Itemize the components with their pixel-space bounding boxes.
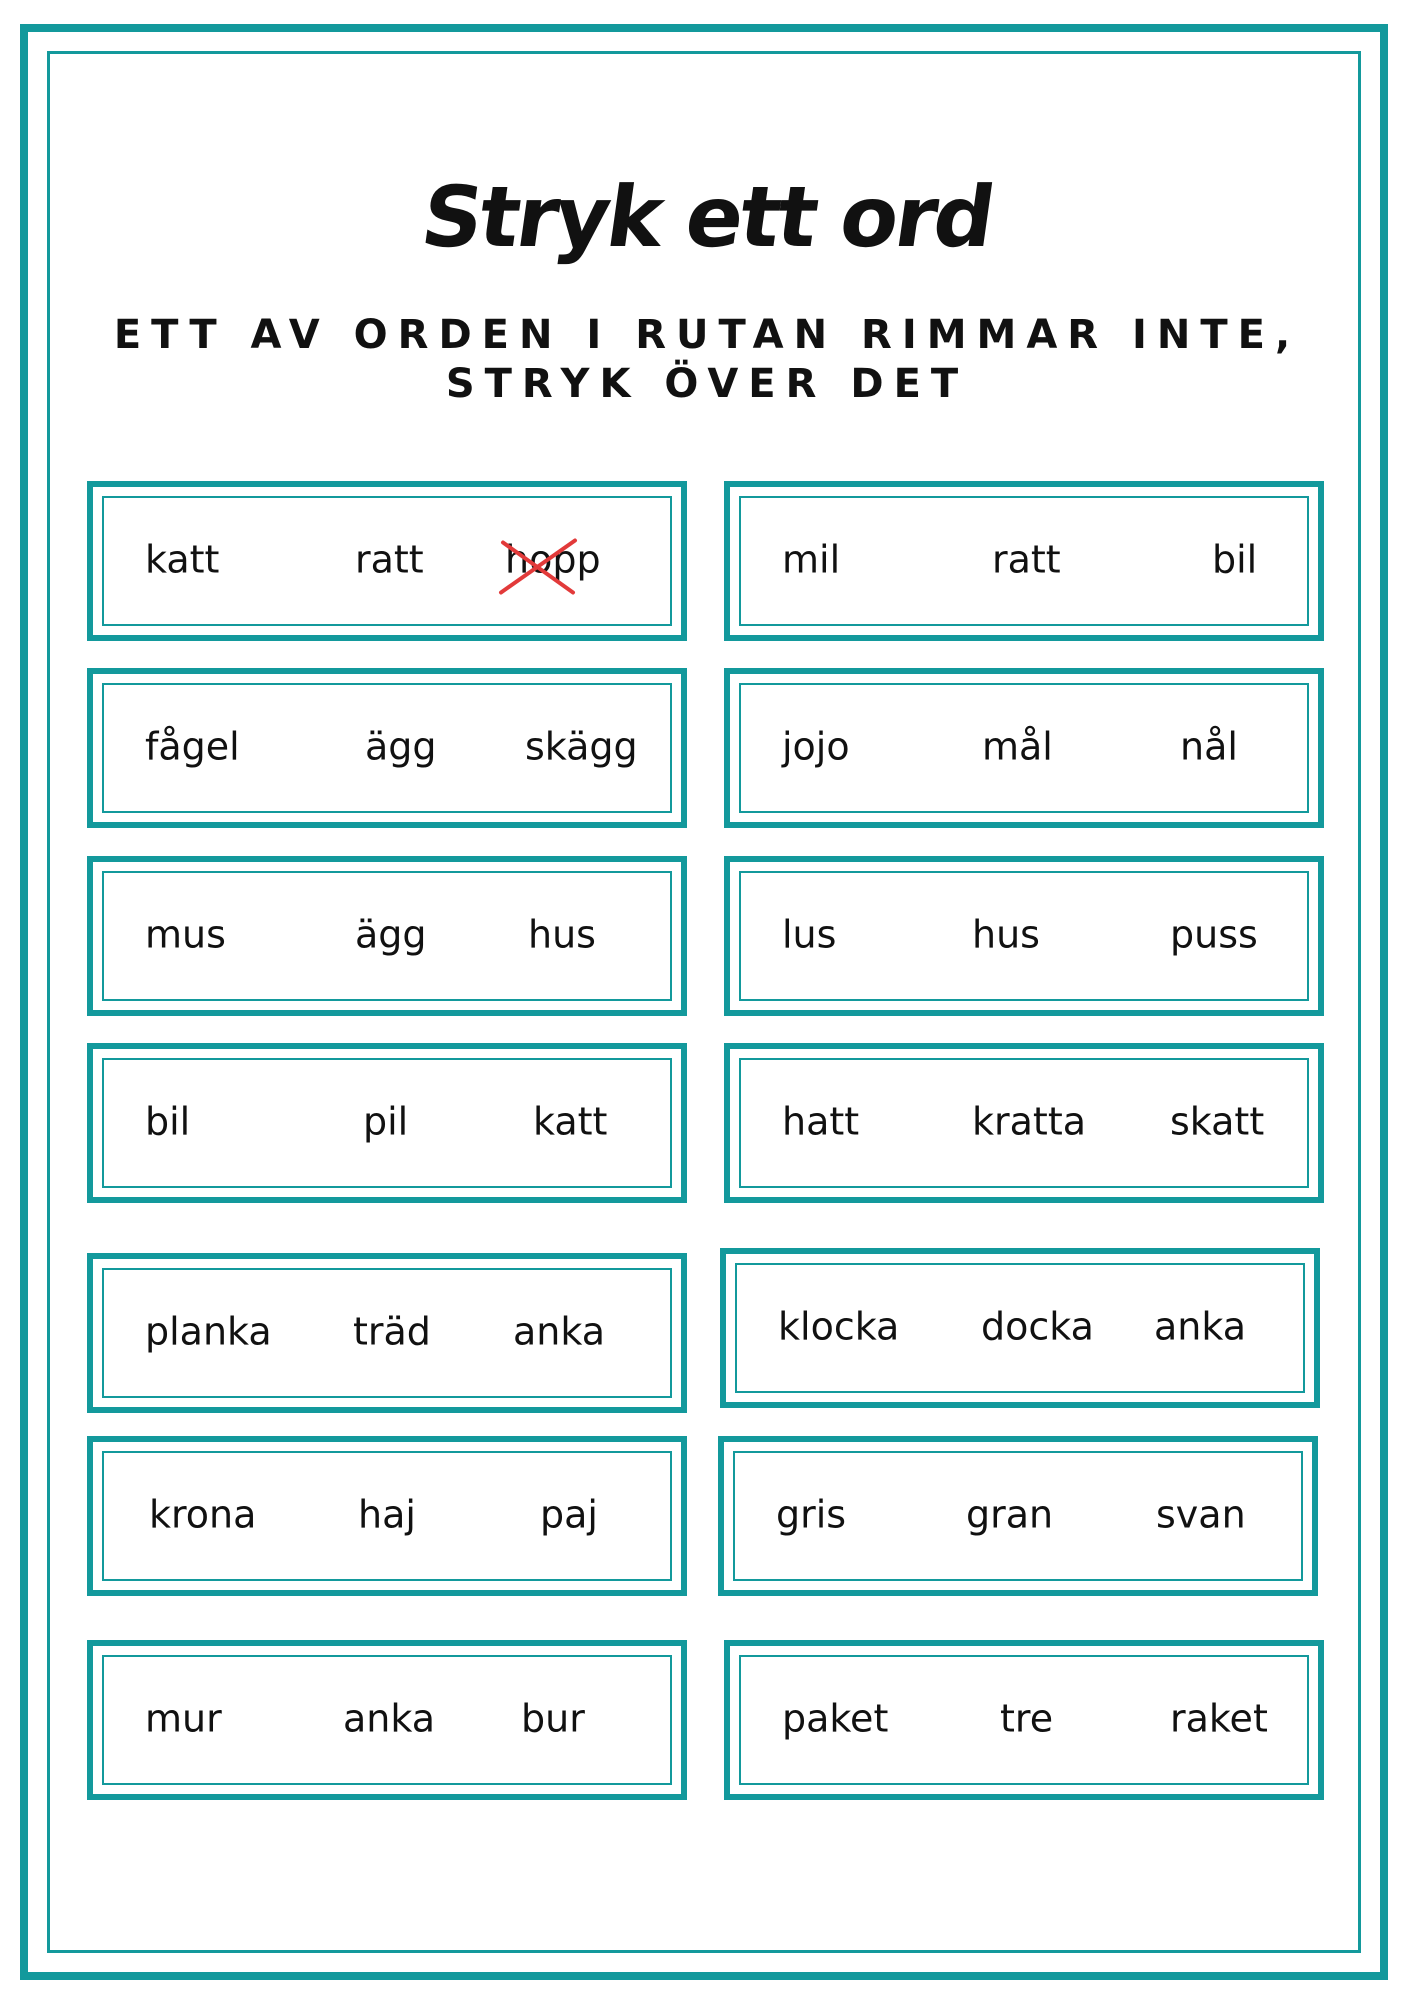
word-box-4 [724,668,1324,828]
word[interactable]: hus [972,912,1040,957]
word[interactable]: paket [782,1696,889,1741]
word-box-9 [87,1253,687,1413]
word-crossed-out[interactable]: hopp [505,540,601,578]
word[interactable]: docka [981,1304,1094,1349]
word[interactable]: hatt [782,1099,860,1144]
word[interactable]: mus [145,912,226,957]
word[interactable]: tre [1000,1696,1054,1741]
word[interactable]: hus [528,912,596,957]
word[interactable]: fågel [145,724,240,769]
instruction-line-1: ETT AV ORDEN I RUTAN RIMMAR INTE, [113,312,1301,358]
word[interactable]: lus [782,912,837,957]
word[interactable]: bur [521,1696,585,1741]
word[interactable]: bil [145,1099,191,1144]
word-box-3 [87,668,687,828]
word-box-11 [87,1436,687,1596]
word[interactable]: puss [1170,912,1258,957]
word[interactable]: skägg [525,724,638,769]
word[interactable]: mur [145,1696,222,1741]
word[interactable]: träd [353,1309,431,1354]
word[interactable]: raket [1170,1696,1268,1741]
word[interactable]: skatt [1170,1099,1265,1144]
word-box-6 [724,856,1324,1016]
word-box-2 [724,481,1324,641]
word[interactable]: krona [149,1492,257,1537]
word-box-12 [718,1436,1318,1596]
word[interactable]: mil [782,537,841,582]
word[interactable]: mål [982,724,1053,769]
word[interactable]: haj [358,1492,416,1537]
word[interactable]: gris [776,1492,847,1537]
word[interactable]: planka [145,1309,272,1354]
word-box-13 [87,1640,687,1800]
word[interactable]: anka [513,1309,605,1354]
word[interactable]: ägg [365,724,437,769]
word-box-10 [720,1248,1320,1408]
word-box-7 [87,1043,687,1203]
word[interactable]: svan [1156,1492,1246,1537]
instruction-line-2: STRYK ÖVER DET [445,361,969,407]
word[interactable]: ratt [992,537,1061,582]
page-title: Stryk ett ord [415,168,999,266]
word[interactable]: katt [533,1099,608,1144]
word-box-5 [87,856,687,1016]
word-box-1 [87,481,687,641]
word[interactable]: klocka [778,1304,900,1349]
word[interactable]: anka [343,1696,435,1741]
word-box-14 [724,1640,1324,1800]
word[interactable]: anka [1154,1304,1246,1349]
word[interactable]: kratta [972,1099,1086,1144]
word[interactable]: jojo [782,724,850,769]
word-box-8 [724,1043,1324,1203]
word[interactable]: gran [966,1492,1054,1537]
word[interactable]: nål [1180,724,1238,769]
cross-out-mark [497,536,581,596]
word[interactable]: paj [540,1492,598,1537]
word[interactable]: ratt [355,537,424,582]
word[interactable]: ägg [355,912,427,957]
word[interactable]: bil [1212,537,1258,582]
word[interactable]: pil [363,1099,409,1144]
word[interactable]: katt [145,537,220,582]
